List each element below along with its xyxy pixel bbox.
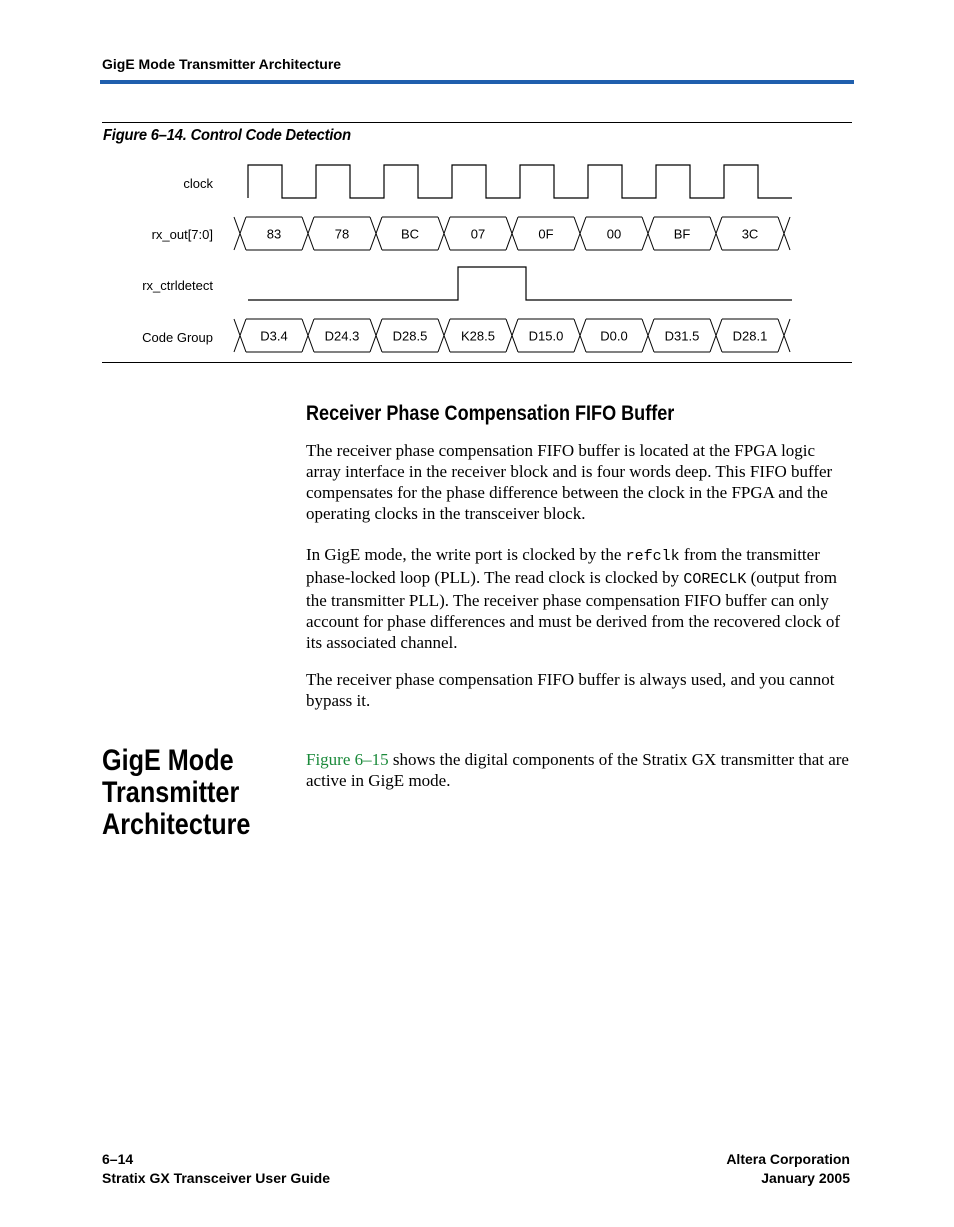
signal-label-clock: clock — [183, 176, 213, 191]
heading-line: Architecture — [102, 808, 251, 841]
rx-out-value: 0F — [538, 226, 554, 242]
figure-caption: Figure 6–14. Control Code Detection — [103, 127, 351, 144]
text-run: In GigE mode, the write port is clocked by the — [306, 545, 626, 564]
footer-right — [726, 1150, 850, 1188]
text-run: shows the digital components of the Stratix GX transmitter that are active in GigE mode. — [306, 750, 849, 790]
timing-diagram — [102, 150, 822, 360]
code-group-value: D15.0 — [528, 328, 564, 344]
rx-out-value: BF — [673, 226, 691, 242]
rx-out-bus — [234, 217, 790, 250]
code-group-value: D3.4 — [260, 328, 288, 344]
rx-out-value: 3C — [741, 226, 759, 242]
code-group-value: D24.3 — [324, 328, 360, 344]
rx-out-value: BC — [400, 226, 420, 242]
heading-line: Transmitter — [102, 776, 240, 809]
code-refclk: refclk — [625, 548, 680, 565]
rx-out-value: 07 — [470, 226, 486, 242]
doc-title: Stratix GX Transceiver User Guide — [102, 1170, 330, 1186]
section-heading: Receiver Phase Compensation FIFO Buffer — [306, 402, 675, 425]
code-group-value: D31.5 — [664, 328, 700, 344]
clock-waveform — [248, 165, 792, 198]
signal-label-code-group: Code Group — [142, 330, 213, 345]
heading-line: GigE Mode — [102, 744, 234, 777]
rx-ctrldetect-waveform — [248, 267, 792, 300]
footer-left — [102, 1150, 330, 1188]
code-group-value: D28.5 — [392, 328, 428, 344]
body-paragraph: The receiver phase compensation FIFO buffer is located at the FPGA logic array interface in the receiver block and is four words deep. This FIFO buffer compensates for the phase difference between the clock in the FPGA and the operating clocks in the transceiver block. — [306, 441, 833, 523]
company-name: Altera Corporation — [726, 1151, 850, 1167]
body-paragraph: The receiver phase compensation FIFO buffer is always used, and you cannot bypass it. — [306, 670, 835, 710]
header-rule — [100, 80, 854, 84]
page-number: 6–14 — [102, 1151, 134, 1167]
signal-label-rx-ctrldetect: rx_ctrldetect — [142, 278, 213, 293]
figure-bottom-rule — [102, 362, 852, 363]
code-group-value: K28.5 — [461, 328, 495, 344]
figure-top-rule — [102, 122, 852, 123]
text-run: from the transmitter phase-locked loop (PLL). The read clock is clocked by — [306, 545, 820, 587]
code-group-bus — [234, 319, 790, 352]
rx-out-value: 00 — [606, 226, 622, 242]
body-paragraph — [306, 749, 854, 791]
rx-out-value: 83 — [266, 226, 282, 242]
code-group-value: D0.0 — [600, 328, 628, 344]
rx-out-value: 78 — [334, 226, 350, 242]
gige-section-heading — [102, 745, 295, 841]
figure-6-15-link[interactable]: Figure 6–15 — [306, 750, 389, 769]
publication-date: January 2005 — [761, 1170, 850, 1186]
text-run: (output from the transmitter PLL). The receiver phase compensation FIFO buffer can only account for phase differences and must be derived from the recovered clock of its associated channel. — [306, 568, 841, 652]
body-paragraph — [306, 544, 854, 653]
code-group-value: D28.1 — [732, 328, 768, 344]
code-coreclk: CORECLK — [683, 571, 747, 588]
running-header: GigE Mode Transmitter Architecture — [102, 56, 342, 72]
signal-label-rx-out: rx_out[7:0] — [151, 227, 213, 242]
